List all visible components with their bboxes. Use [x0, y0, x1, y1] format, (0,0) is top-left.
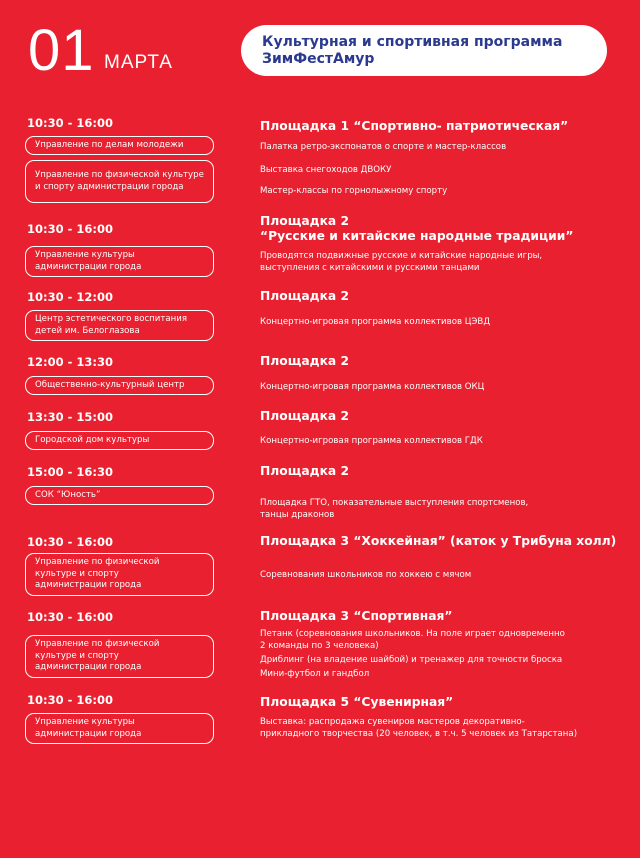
title-line-1: Культурная и спортивная программа: [262, 34, 563, 50]
title-line-2: ЗимФестАмур: [262, 51, 375, 67]
event-8-item-2: 2 команды по 3 человека): [260, 641, 379, 651]
event-9-time: 10:30 - 16:00: [27, 693, 113, 707]
event-6-time: 15:00 - 16:30: [27, 465, 113, 479]
event-2-org: Управление культуры администрации города: [25, 246, 214, 277]
event-9-venue: Площадка 5 “Сувенирная”: [260, 695, 454, 709]
date-day: 01: [28, 18, 95, 83]
event-5-desc: Концертно-игровая программа коллективов ГДК: [260, 436, 483, 446]
event-2-desc-line-2: выступления с китайскими и русскими танцами: [260, 263, 480, 273]
event-6-org: СОК “Юность”: [25, 486, 214, 505]
event-6-venue: Площадка 2: [260, 464, 350, 478]
event-4-venue: Площадка 2: [260, 354, 350, 368]
event-3-venue: Площадка 2: [260, 289, 350, 303]
event-1-org-2: Управление по физической культуре и спорту администрации города: [25, 160, 214, 203]
event-2-desc-line-1: Проводятся подвижные русские и китайские народные игры,: [260, 251, 543, 261]
event-4-desc: Концертно-игровая программа коллективов ОКЦ: [260, 382, 485, 392]
event-2-venue-line-2: “Русские и китайские народные традиции”: [260, 229, 574, 243]
event-5-venue: Площадка 2: [260, 409, 350, 423]
event-1-venue: Площадка 1 “Спортивно- патриотическая”: [260, 119, 569, 133]
event-8-venue: Площадка 3 “Спортивная”: [260, 609, 453, 623]
title-pill: [241, 25, 607, 76]
event-8-item-1: Петанк (соревнования школьников. На поле играет одновременно: [260, 629, 565, 639]
event-7-desc: Соревнования школьников по хоккею с мячом: [260, 570, 472, 580]
event-6-desc-line-1: Площадка ГТО, показательные выступления спортсменов,: [260, 498, 529, 508]
event-1-org-1: Управление по делам молодежи: [25, 136, 214, 155]
date-month: МАРТА: [104, 52, 173, 73]
event-3-time: 10:30 - 12:00: [27, 290, 113, 304]
event-5-time: 13:30 - 15:00: [27, 410, 113, 424]
event-7-venue: Площадка 3 “Хоккейная” (каток у Трибуна холл): [260, 534, 617, 548]
event-8-item-4: Мини-футбол и гандбол: [260, 669, 370, 679]
event-3-desc: Концертно-игровая программа коллективов ЦЭВД: [260, 317, 491, 327]
event-5-org: Городской дом культуры: [25, 431, 214, 450]
event-9-desc-line-2: прикладного творчества (20 человек, в т.ч. 5 человек из Татарстана): [260, 729, 578, 739]
event-7-org: Управление по физической культуре и спорту администрации города: [25, 553, 214, 596]
event-8-org: Управление по физической культуре и спорту администрации города: [25, 635, 214, 678]
event-8-item-3: Дриблинг (на владение шайбой) и тренажер для точности броска: [260, 655, 563, 665]
event-2-venue-line-1: Площадка 2: [260, 214, 350, 228]
event-1-item-3: Мастер-классы по горнолыжному спорту: [260, 186, 448, 196]
event-8-time: 10:30 - 16:00: [27, 610, 113, 624]
event-9-org: Управление культуры администрации города: [25, 713, 214, 744]
event-6-desc-line-2: танцы драконов: [260, 510, 335, 520]
event-4-org: Общественно-культурный центр: [25, 376, 214, 395]
event-4-time: 12:00 - 13:30: [27, 355, 113, 369]
event-1-item-1: Палатка ретро-экспонатов о спорте и мастер-классов: [260, 142, 507, 152]
event-3-org: Центр эстетического воспитания детей им. Белоглазова: [25, 310, 214, 341]
event-1-time: 10:30 - 16:00: [27, 116, 113, 130]
event-7-time: 10:30 - 16:00: [27, 535, 113, 549]
event-9-desc-line-1: Выставка: распродажа сувениров мастеров декоративно-: [260, 717, 525, 727]
event-2-time: 10:30 - 16:00: [27, 222, 113, 236]
event-1-item-2: Выставка снегоходов ДВОКУ: [260, 165, 392, 175]
